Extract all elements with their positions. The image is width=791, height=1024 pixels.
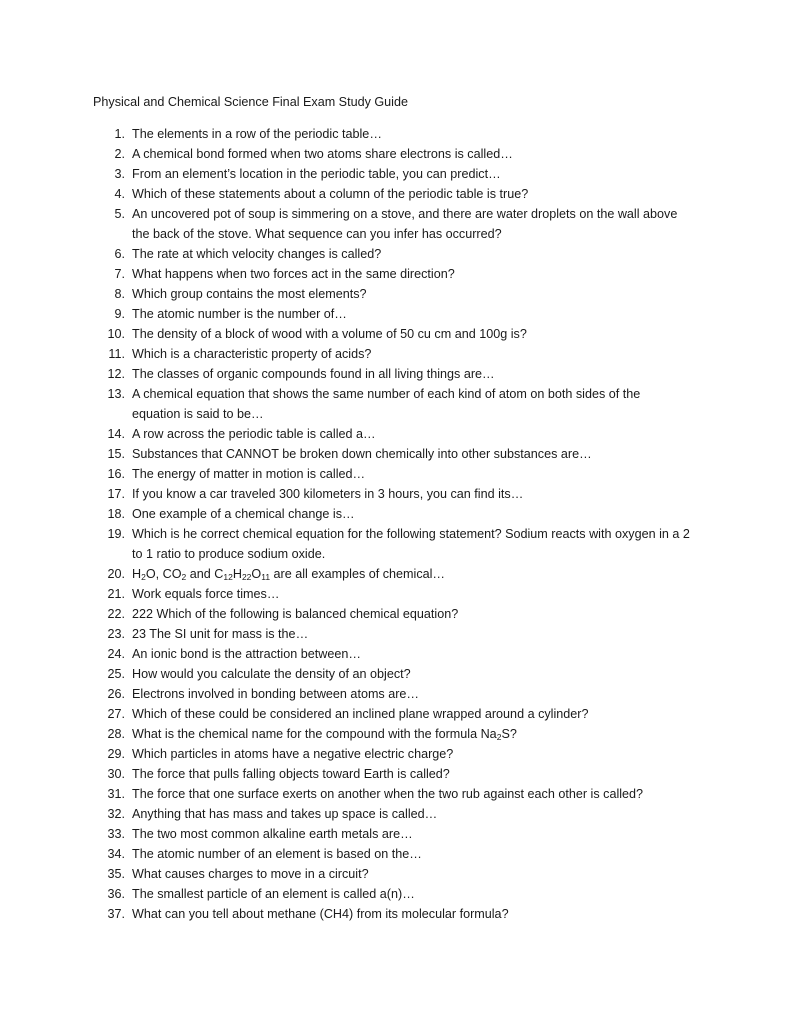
question-text: The two most common alkaline earth metals are… [132,827,413,841]
question-number: 9. [114,307,125,321]
subscript: 2 [141,572,146,582]
question-text: Which is he correct chemical equation for the following statement? Sodium reacts with oxygen in a 2 to 1 ratio to produce sodium oxide. [132,527,690,561]
question-item [0,324,791,344]
text-fragment: H [232,567,242,581]
question-text: The classes of organic compounds found in all living things are… [132,367,495,381]
question-text: From an element’s location in the periodic table, you can predict… [132,167,501,181]
question-number: 20. [107,567,125,581]
question-item [0,124,791,144]
question-item [0,204,791,244]
question-item [0,244,791,264]
question-item [0,804,791,824]
question-text: Which group contains the most elements? [132,287,367,301]
question-number: 37. [107,907,125,921]
question-item [0,644,791,664]
question-text: Substances that CANNOT be broken down chemically into other substances are… [132,447,592,461]
question-number: 12. [107,367,125,381]
question-item [0,364,791,384]
question-number: 25. [107,667,125,681]
question-text: Which of these could be considered an inclined plane wrapped around a cylinder? [132,707,589,721]
question-item [0,604,791,624]
question-item [0,264,791,284]
question-number: 1. [114,127,125,141]
subscript: 22 [241,572,252,582]
question-text: Which particles in atoms have a negative electric charge? [132,747,454,761]
text-fragment: O, CO [145,567,182,581]
question-text: The rate at which velocity changes is called? [132,247,382,261]
question-item [0,144,791,164]
question-item [0,344,791,364]
question-text [132,564,692,584]
question-text: The density of a block of wood with a volume of 50 cu cm and 100g is? [132,327,527,341]
question-number: 3. [114,167,125,181]
question-number: 17. [107,487,125,501]
question-number: 14. [107,427,125,441]
question-number: 26. [107,687,125,701]
text-fragment: are all examples of chemical… [270,567,446,581]
question-number: 33. [107,827,125,841]
question-number: 10. [107,327,125,341]
question-item [0,484,791,504]
question-item [0,504,791,524]
question-number: 11. [108,347,125,361]
question-item [0,684,791,704]
question-text: If you know a car traveled 300 kilometers in 3 hours, you can find its… [132,487,524,501]
question-number: 27. [107,707,125,721]
question-text: The atomic number is the number of… [132,307,347,321]
question-item [0,184,791,204]
subscript: 2 [496,732,502,742]
question-number: 32. [107,807,125,821]
text-fragment: H [132,567,142,581]
question-text: What causes charges to move in a circuit? [132,867,369,881]
page-title: Physical and Chemical Science Final Exam Study Guide [93,95,408,109]
question-item [0,764,791,784]
question-item [0,624,791,644]
question-item [0,424,791,444]
question-item [0,864,791,884]
question-text: An uncovered pot of soup is simmering on a stove, and there are water droplets on the wall above the back of the stove. What sequence can you infer has occurred? [132,207,678,241]
question-text: What happens when two forces act in the same direction? [132,267,455,281]
question-item [0,584,791,604]
question-number: 5. [114,207,125,221]
question-number: 36. [107,887,125,901]
question-number: 23. [107,627,125,641]
question-text: Electrons involved in bonding between atoms are… [132,687,420,701]
question-number: 18. [107,507,125,521]
question-number: 19. [107,527,125,541]
question-text: Which is a characteristic property of acids? [132,347,372,361]
question-number: 13. [107,387,125,401]
question-text: A chemical equation that shows the same number of each kind of atom on both sides of the equation is said to be… [132,387,641,421]
question-text: A chemical bond formed when two atoms share electrons is called… [132,147,513,161]
subscript: 11 [261,572,271,582]
question-item [0,784,791,804]
question-number: 34. [107,847,125,861]
question-text: The force that pulls falling objects toward Earth is called? [132,767,450,781]
subscript: 12 [223,572,233,582]
question-text: Anything that has mass and takes up space is called… [132,807,438,821]
question-number: 6. [114,247,125,261]
question-text: The energy of matter in motion is called… [132,467,366,481]
question-number: 29. [107,747,125,761]
question-text: The atomic number of an element is based on the… [132,847,422,861]
question-text: A row across the periodic table is called a… [132,427,376,441]
text-fragment: What is the chemical name for the compound with the formula Na [132,727,497,741]
question-item [0,524,791,564]
question-item [0,564,791,584]
question-text: The elements in a row of the periodic table… [132,127,382,141]
question-number: 28. [107,727,125,741]
text-fragment: and C [186,567,224,581]
question-number: 15. [107,447,125,461]
question-text: How would you calculate the density of an object? [132,667,411,681]
question-list [0,124,791,924]
question-item [0,164,791,184]
question-number: 4. [114,187,125,201]
question-item [0,844,791,864]
question-text: An ionic bond is the attraction between… [132,647,361,661]
question-item [0,704,791,724]
question-number: 7. [114,267,125,281]
question-item [0,884,791,904]
question-text: One example of a chemical change is… [132,507,355,521]
question-item [0,284,791,304]
question-item [0,464,791,484]
question-text: The smallest particle of an element is called a(n)… [132,887,415,901]
question-item [0,444,791,464]
question-number: 22. [107,607,125,621]
question-text: What can you tell about methane (CH4) from its molecular formula? [132,907,509,921]
question-number: 35. [107,867,125,881]
question-item [0,904,791,924]
question-number: 8. [114,287,125,301]
question-text: 222 Which of the following is balanced chemical equation? [132,607,459,621]
question-number: 24. [107,647,125,661]
question-item [0,304,791,324]
question-number: 16. [107,467,125,481]
question-number: 30. [107,767,125,781]
question-item [0,384,791,424]
question-text: 23 The SI unit for mass is the… [132,627,309,641]
question-number: 31. [107,787,125,801]
question-item [0,744,791,764]
question-number: 2. [114,147,125,161]
question-item [0,824,791,844]
subscript: 2 [181,572,187,582]
text-fragment: O [251,567,262,581]
question-item [0,724,791,744]
question-text: The force that one surface exerts on another when the two rub against each other is called? [132,787,644,801]
question-item [0,664,791,684]
question-text: Work equals force times… [132,587,280,601]
text-fragment: S? [501,727,517,741]
question-text: Which of these statements about a column of the periodic table is true? [132,187,529,201]
question-number: 21. [107,587,125,601]
question-text [132,724,692,744]
